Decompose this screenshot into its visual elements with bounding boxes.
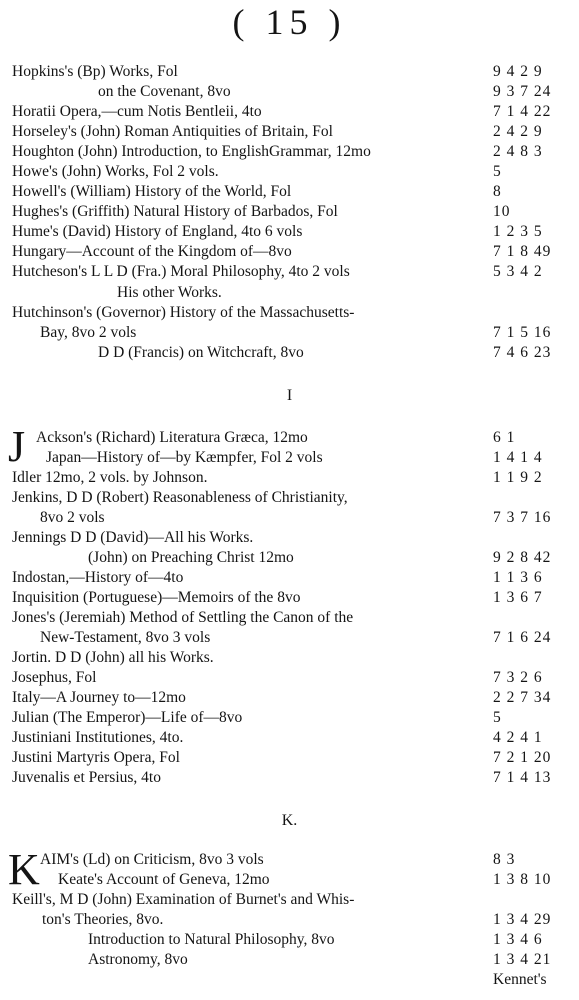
entry-title: Julian (The Emperor)—Life of—8vo <box>12 709 243 726</box>
catalogue-entry <box>0 488 579 508</box>
catalogue-entry <box>0 890 579 910</box>
section-heading-i: I <box>286 387 293 404</box>
entry-title: Howell's (William) History of the World, Fol <box>12 183 292 200</box>
catalogue-entry <box>0 428 579 448</box>
drop-cap-k: K <box>8 845 40 894</box>
entry-title: Horatii Opera,—cum Notis Bentleii, 4to <box>12 103 262 120</box>
catalogue-entry <box>0 970 579 990</box>
entry-price: 9 4 2 9 <box>493 63 543 80</box>
catalogue-entry <box>0 628 579 648</box>
catalogue-entry <box>0 568 579 588</box>
entry-price: 1 3 8 10 <box>493 871 552 888</box>
entry-title: on the Covenant, 8vo <box>98 83 231 100</box>
entry-price: 1 2 3 5 <box>493 223 543 240</box>
catalogue-entry <box>0 82 579 102</box>
entry-title: 8vo 2 vols <box>40 509 105 526</box>
entry-title: Jones's (Jeremiah) Method of Settling the Canon of the <box>12 609 354 626</box>
entry-price: 2 4 8 3 <box>493 143 543 160</box>
entry-price: 1 3 6 7 <box>493 589 543 606</box>
entry-price: 7 4 6 23 <box>493 344 552 361</box>
entry-title: Juvenalis et Persius, 4to <box>12 769 161 786</box>
page-number: ( 15 ) <box>232 2 347 42</box>
entry-title: Howe's (John) Works, Fol 2 vols. <box>12 163 219 180</box>
catalogue-entry <box>0 122 579 142</box>
catalogue-entry <box>0 950 579 970</box>
entry-title: Indostan,—History of—4to <box>12 569 184 586</box>
catalogue-entry <box>0 283 579 303</box>
entry-title: Josephus, Fol <box>12 669 97 686</box>
catalogue-entry <box>0 182 579 202</box>
entry-price: 7 2 1 20 <box>493 749 552 766</box>
catalogue-entry <box>0 768 579 788</box>
catalogue-entry <box>0 708 579 728</box>
entry-title: Astronomy, 8vo <box>88 951 188 968</box>
entry-title: AIM's (Ld) on Criticism, 8vo 3 vols <box>40 851 264 868</box>
entry-title: Italy—A Journey to—12mo <box>12 689 186 706</box>
entry-price: 7 3 2 6 <box>493 669 543 686</box>
entry-title: His other Works. <box>117 284 222 301</box>
catalogue-entry <box>0 910 579 930</box>
catalogue-entry <box>0 688 579 708</box>
entry-price: 5 <box>493 709 502 726</box>
entry-title: Japan—History of—by Kæmpfer, Fol 2 vols <box>46 449 323 466</box>
entry-title: Keill's, M D (John) Examination of Burnet's and Whis- <box>12 891 355 908</box>
catalogue-entry <box>0 648 579 668</box>
entry-title: Introduction to Natural Philosophy, 8vo <box>88 931 335 948</box>
entry-title: Hutcheson's L L D (Fra.) Moral Philosophy, 4to 2 vols <box>12 263 350 280</box>
entry-price: 2 4 2 9 <box>493 123 543 140</box>
entry-title: Houghton (John) Introduction, to EnglishGrammar, 12mo <box>12 143 371 160</box>
entry-price: 1 3 4 29 <box>493 911 552 928</box>
entry-price: 1 1 3 6 <box>493 569 543 586</box>
drop-cap-j: J <box>8 422 26 471</box>
entry-price: 1 3 4 6 <box>493 931 543 948</box>
entry-title: Justini Martyris Opera, Fol <box>12 749 180 766</box>
entry-price: 4 2 4 1 <box>493 729 543 746</box>
entry-price: 2 2 7 34 <box>493 689 552 706</box>
section-heading-k: K. <box>281 812 298 829</box>
catalogue-entry <box>0 930 579 950</box>
entry-price: 8 3 <box>493 851 516 868</box>
catalogue-entry <box>0 343 579 363</box>
entry-title: Idler 12mo, 2 vols. by Johnson. <box>12 469 208 486</box>
entry-price: 7 1 4 13 <box>493 769 552 786</box>
entry-price: 1 4 1 4 <box>493 449 543 466</box>
entry-title: (John) on Preaching Christ 12mo <box>88 549 294 566</box>
catalogue-entry <box>0 202 579 222</box>
catalogue-entry <box>0 528 579 548</box>
entry-title: Keate's Account of Geneva, 12mo <box>58 871 270 888</box>
entry-title: Jortin. D D (John) all his Works. <box>12 649 214 666</box>
entry-price: 9 2 8 42 <box>493 549 552 566</box>
catalogue-entry <box>0 62 579 82</box>
entry-price: 7 1 6 24 <box>493 629 552 646</box>
entry-price: 8 <box>493 183 502 200</box>
catalogue-entry <box>0 508 579 528</box>
catalogue-entry <box>0 222 579 242</box>
entry-title: Inquisition (Portuguese)—Memoirs of the 8vo <box>12 589 301 606</box>
entry-price: 5 3 4 2 <box>493 263 543 280</box>
entry-price: 1 1 9 2 <box>493 469 543 486</box>
catalogue-entry <box>0 323 579 343</box>
entry-title: Jennings D D (David)—All his Works. <box>12 529 254 546</box>
entry-title: D D (Francis) on Witchcraft, 8vo <box>98 344 304 361</box>
entry-price: 7 1 8 49 <box>493 243 552 260</box>
entry-price: 6 1 <box>493 429 516 446</box>
catalogue-entry <box>0 102 579 122</box>
entry-title: Horseley's (John) Roman Antiquities of Britain, Fol <box>12 123 333 140</box>
catalogue-entry <box>0 728 579 748</box>
entry-title: Hughes's (Griffith) Natural History of Barbados, Fol <box>12 203 338 220</box>
entry-price: 10 <box>493 203 511 220</box>
entry-price: 7 1 4 22 <box>493 103 552 120</box>
entry-title: New-Testament, 8vo 3 vols <box>40 629 211 646</box>
entry-price: 5 <box>493 163 502 180</box>
catalogue-entry <box>0 448 579 468</box>
entry-price: 7 1 5 16 <box>493 324 552 341</box>
catalogue-entry <box>0 262 579 282</box>
catalogue-entry <box>0 668 579 688</box>
catalogue-entry <box>0 162 579 182</box>
catalogue-entry <box>0 303 579 323</box>
catalogue-entry <box>0 242 579 262</box>
entry-title: Bay, 8vo 2 vols <box>40 324 137 341</box>
entry-title: Hutchinson's (Governor) History of the Massachusetts- <box>12 304 355 321</box>
entry-title: ton's Theories, 8vo. <box>42 911 164 928</box>
entry-title: Justiniani Institutiones, 4to. <box>12 729 184 746</box>
catalogue-entry <box>0 850 579 870</box>
entry-title: Hopkins's (Bp) Works, Fol <box>12 63 178 80</box>
catalogue-entry <box>0 548 579 568</box>
entry-price: 1 3 4 21 <box>493 951 552 968</box>
catalogue-entry <box>0 748 579 768</box>
entry-price: 7 3 7 16 <box>493 509 552 526</box>
entry-price: 9 3 7 24 <box>493 83 552 100</box>
entry-title: Jenkins, D D (Robert) Reasonableness of Christianity, <box>12 489 348 506</box>
entry-title: Ackson's (Richard) Literatura Græca, 12mo <box>36 429 308 446</box>
catalogue-entry <box>0 468 579 488</box>
catalogue-entry <box>0 142 579 162</box>
entry-title: Hume's (David) History of England, 4to 6 vols <box>12 223 303 240</box>
catalogue-entry <box>0 588 579 608</box>
catalogue-entry <box>0 870 579 890</box>
entry-title: Hungary—Account of the Kingdom of—8vo <box>12 243 292 260</box>
catalogue-entry <box>0 608 579 628</box>
entry-title: Kennet's <box>493 971 547 988</box>
